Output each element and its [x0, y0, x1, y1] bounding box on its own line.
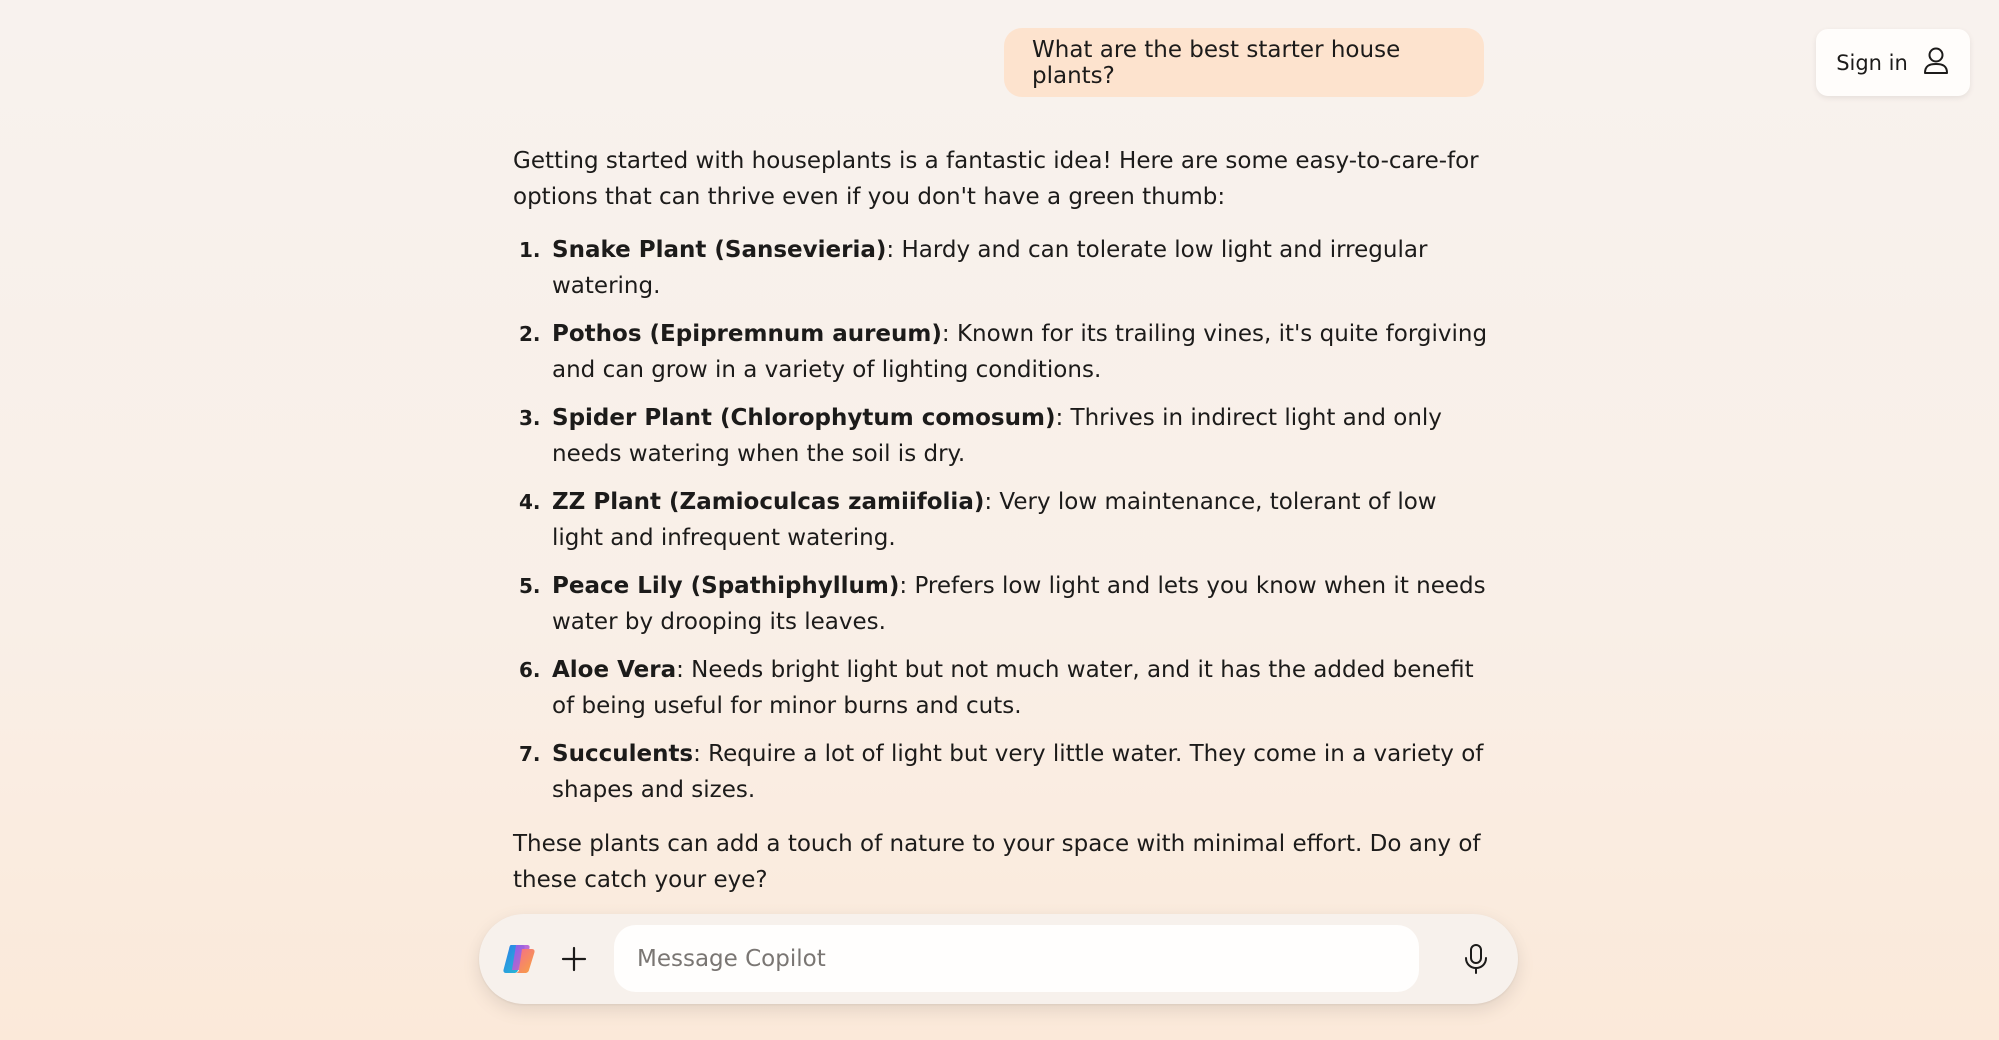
- plant-name: Snake Plant (Sansevieria): [552, 237, 887, 263]
- plant-description: : Hardy and can tolerate low light and irregular watering.: [552, 237, 1428, 299]
- sign-in-button[interactable]: [1816, 29, 1970, 96]
- plant-list: [513, 232, 1493, 808]
- plant-description: : Require a lot of light but very little water. They come in a variety of shapes and sizes.: [552, 741, 1484, 803]
- plant-name: Pothos (Epipremnum aureum): [552, 321, 942, 347]
- list-item: [513, 568, 1493, 640]
- plant-name: Peace Lily (Spathiphyllum): [552, 573, 900, 599]
- list-item-number: 3.: [519, 406, 541, 430]
- response-outro: These plants can add a touch of nature to your space with minimal effort. Do any of these catch your eye?: [513, 831, 1481, 893]
- plant-description: : Prefers low light and lets you know when it needs water by drooping its leaves.: [552, 573, 1486, 635]
- message-composer: [479, 914, 1518, 1004]
- user-icon: [1922, 46, 1950, 80]
- plant-name: ZZ Plant (Zamioculcas zamiifolia): [552, 489, 985, 515]
- plant-name: Aloe Vera: [552, 657, 677, 683]
- list-item: [513, 652, 1493, 724]
- plant-description: : Known for its trailing vines, it's quite forgiving and can grow in a variety of lighting conditions.: [552, 321, 1488, 383]
- list-item-number: 5.: [519, 574, 541, 598]
- list-item-number: 7.: [519, 742, 541, 766]
- list-item-number: 2.: [519, 322, 541, 346]
- list-item: [513, 232, 1493, 304]
- list-item: [513, 484, 1493, 556]
- user-message-bubble: [1004, 28, 1484, 97]
- response-intro: Getting started with houseplants is a fantastic idea! Here are some easy-to-care-for options that can thrive even if you don't have a green thumb:: [513, 148, 1479, 210]
- list-item: [513, 316, 1493, 388]
- plant-name: Spider Plant (Chlorophytum comosum): [552, 405, 1056, 431]
- assistant-response: [513, 143, 1493, 898]
- plant-description: : Very low maintenance, tolerant of low light and infrequent watering.: [552, 489, 1437, 551]
- list-item: [513, 736, 1493, 808]
- microphone-icon[interactable]: [1459, 942, 1493, 976]
- list-item-number: 4.: [519, 490, 541, 514]
- list-item: [513, 400, 1493, 472]
- sign-in-label: Sign in: [1836, 50, 1908, 75]
- list-item-number: 6.: [519, 658, 541, 682]
- plant-description: : Needs bright light but not much water, and it has the added benefit of being useful for minor burns and cuts.: [552, 657, 1474, 719]
- list-item-number: 1.: [519, 238, 541, 262]
- plus-icon[interactable]: [556, 941, 592, 977]
- copilot-logo-icon[interactable]: [502, 943, 536, 975]
- plant-name: Succulents: [552, 741, 694, 767]
- user-message-text: What are the best starter house plants?: [1032, 36, 1401, 89]
- message-input[interactable]: [614, 925, 1419, 992]
- plant-description: : Thrives in indirect light and only needs watering when the soil is dry.: [552, 405, 1442, 467]
